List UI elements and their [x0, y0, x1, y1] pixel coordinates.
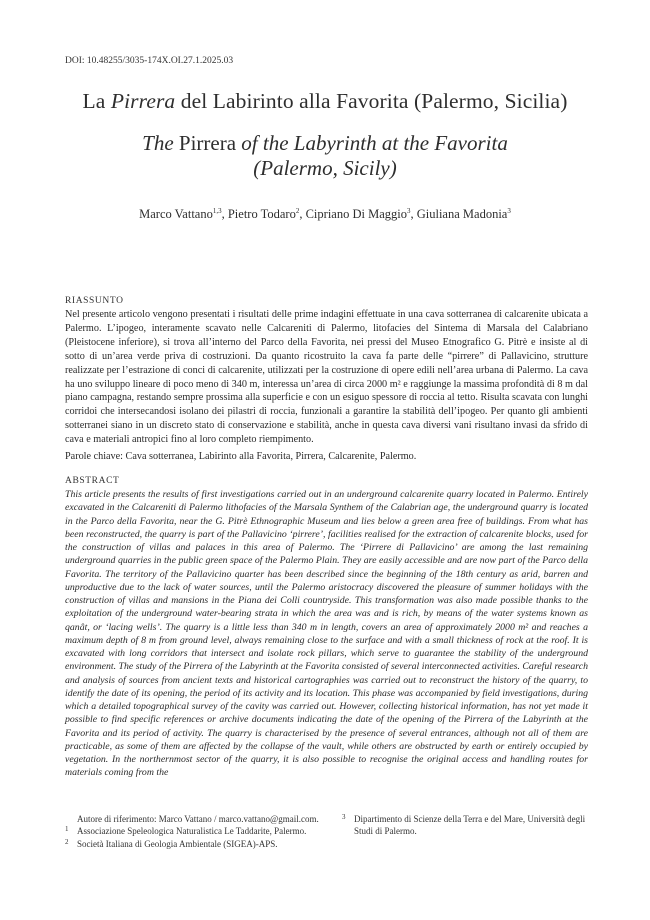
author-name: Marco Vattano: [139, 207, 213, 222]
author-name: , Cipriano Di Maggio: [299, 207, 407, 222]
footnote-3: 3 Dipartimento di Scienze della Terra e del Mare, Università degli Studi di Palermo.: [342, 813, 586, 837]
author-affiliation-mark: 1,3: [212, 207, 222, 215]
footnotes-left: [65, 813, 335, 850]
author-affiliation-mark: 3: [406, 207, 411, 215]
author-affiliation-mark: 2: [295, 207, 300, 215]
author-name: , Pietro Todaro: [221, 207, 296, 222]
footnote-1: 1 Associazione Speleologica Naturalistica Le Taddarite, Palermo.: [65, 825, 307, 837]
corresponding-author-note: Autore di riferimento: Marco Vattano / marco.vattano@gmail.com.: [77, 814, 319, 824]
author-list: [0, 207, 650, 222]
title-en-pirrera: Pirrera: [173, 131, 242, 155]
footnote-mark: 1: [65, 825, 69, 834]
footnote-mark: 2: [65, 837, 69, 846]
keywords-line: Parole chiave: Cava sotterranea, Labirinto alla Favorita, Pirrera, Calcarenite, Palermo.: [65, 451, 417, 462]
title-en-line-1: [0, 131, 650, 156]
title-it-part-1: La: [82, 89, 111, 113]
abstract-heading: ABSTRACT: [65, 476, 120, 486]
doi-line: DOI: 10.48255/3035-174X.OI.27.1.2025.03: [65, 56, 234, 66]
title-en-location: (Palermo, Sicily): [253, 156, 397, 180]
riassunto-text: Nel presente articolo vengono presentati i risultati delle prime indagini effettuate in una cava sotterranea di calcarenite ubicata a Palermo. L’ipogeo, interamente scavato nelle Calcareniti di Palermo, litofacies del Sintema di Marsala del Calabriano (Pleistocene inferiore), si trova all’interno del Parco della Favorita, nei pressi del Museo Etnografico G. Pitrè e insiste al di sotto di un’area verde priva di costruzioni. Da quanto ricostruito la cava fa parte delle “pirrere” di Pallavicino, strutture realizzate per l’estrazione di conci di calcarenite, utilizzati per la costruzione di opere edili nell’area urbana di Palermo. La cava ha uno sviluppo lineare di poco meno di 340 m, interessa un’area di circa 2000 m² e raggiunge la massima profondità di 8 m dal piano campagna, restando sempre prossima alla superficie e con un esiguo spessore di roccia al tetto. Risulta scavata con lunghi corridoi che intersecandosi isolano dei pilastri di roccia, funzionali a garantire la stabilità dell’ipogeo. Per quanto gli ambienti sotterranei siano in un discreto stato di conservazione e stabilità, anche in questa cava diversi vani risultano invasi da sfrido di cava e materiali antropici fino al loro completo riempimento.: [65, 309, 588, 446]
title-italian: [0, 89, 650, 114]
title-en-rest: of the Labyrinth at the Favorita: [241, 131, 508, 155]
title-en-line-2: [0, 156, 650, 181]
author-name: , Giuliana Madonia: [410, 207, 508, 222]
footnotes-right: [342, 813, 592, 838]
title-it-italic-word: Pirrera: [110, 89, 176, 113]
author-affiliation-mark: 3: [507, 207, 511, 215]
abstract-text: This article presents the results of first investigations carried out in an underground calcarenite quarry located in Palermo. Entirely excavated in the Calcareniti di Palermo lithofacies of the Marsala Synthem of the Calabrian age, the underground quarry is located in the Parco della Favorita, near the G. Pitrè Ethnographic Museum and lies below a green area free of buildings. From what has been reconstructed, the quarry is part of the Pallavicino ‘pirrere’, facilities realised for the extraction of calcarenite blocks, used for the construction of villas and palaces in this area of Palermo. The ‘Pirrere di Pallavicino’ are among the last remaining underground quarries in the public green space of the Palermo Plain. They are easily accessible and are now part of the Parco della Favorita. The territory of the Pallavicino quarter has been described since the beginning of the 18th century as arid, barren and unproductive due to the lack of water sources, until the Palermo aristocracy discovered the pleasure of summer holidays with the construction of villas and mansions in the Piana dei Colli countryside. This transformation was also made possible thanks to the exploitation of the underground water-bearing strata in which the area was and is rich, by means of the water systems known as qanât, or ‘lacing wells’. The quarry is a little less than 340 m in length, covers an area of approximately 2000 m² and reaches a maximum depth of 8 m from ground level, always remaining close to the surface and with a small thickness of rock at the roof. It is excavated with long corridors that intersect and isolate rock pillars, which serve to guarantee the stability of the underground environment. The study of the Pirrera of the Labyrinth at the Favorita consisted of several interconnected activities. Careful research and analysis of sources from ancient texts and historical cartographies was carried out to reconstruct the history of the quarry, to identify the date of its opening, the period of its activity and its location. This phase was accompanied by field investigations, during which a detailed topographical survey of the cavity was carried out. However, collecting historical information, has not yet made it possible to find specific references or archive documents indicating the date of the opening of the Pirrera of the Labyrinth at the Favorita and its period of activity. The quarry is characterised by the presence of several entrances, although not all of them are practicable, as some of them are affected by the collapse of the vault, while others are obstructed by earth or entirely occupied by vegetation. In the northernmost sector of the quarry, it is also possible to recognise the original access and handling routes for materials coming from the: [65, 489, 588, 779]
footnote-mark: 3: [342, 813, 346, 821]
title-english: [0, 131, 650, 181]
title-it-part-2: del Labirinto alla Favorita (Palermo, Sicilia): [175, 89, 568, 113]
footnote-2: 2 Società Italiana di Geologia Ambientale (SIGEA)-APS.: [65, 837, 278, 849]
title-en-the: The: [142, 131, 174, 155]
riassunto-heading: RIASSUNTO: [65, 296, 124, 306]
